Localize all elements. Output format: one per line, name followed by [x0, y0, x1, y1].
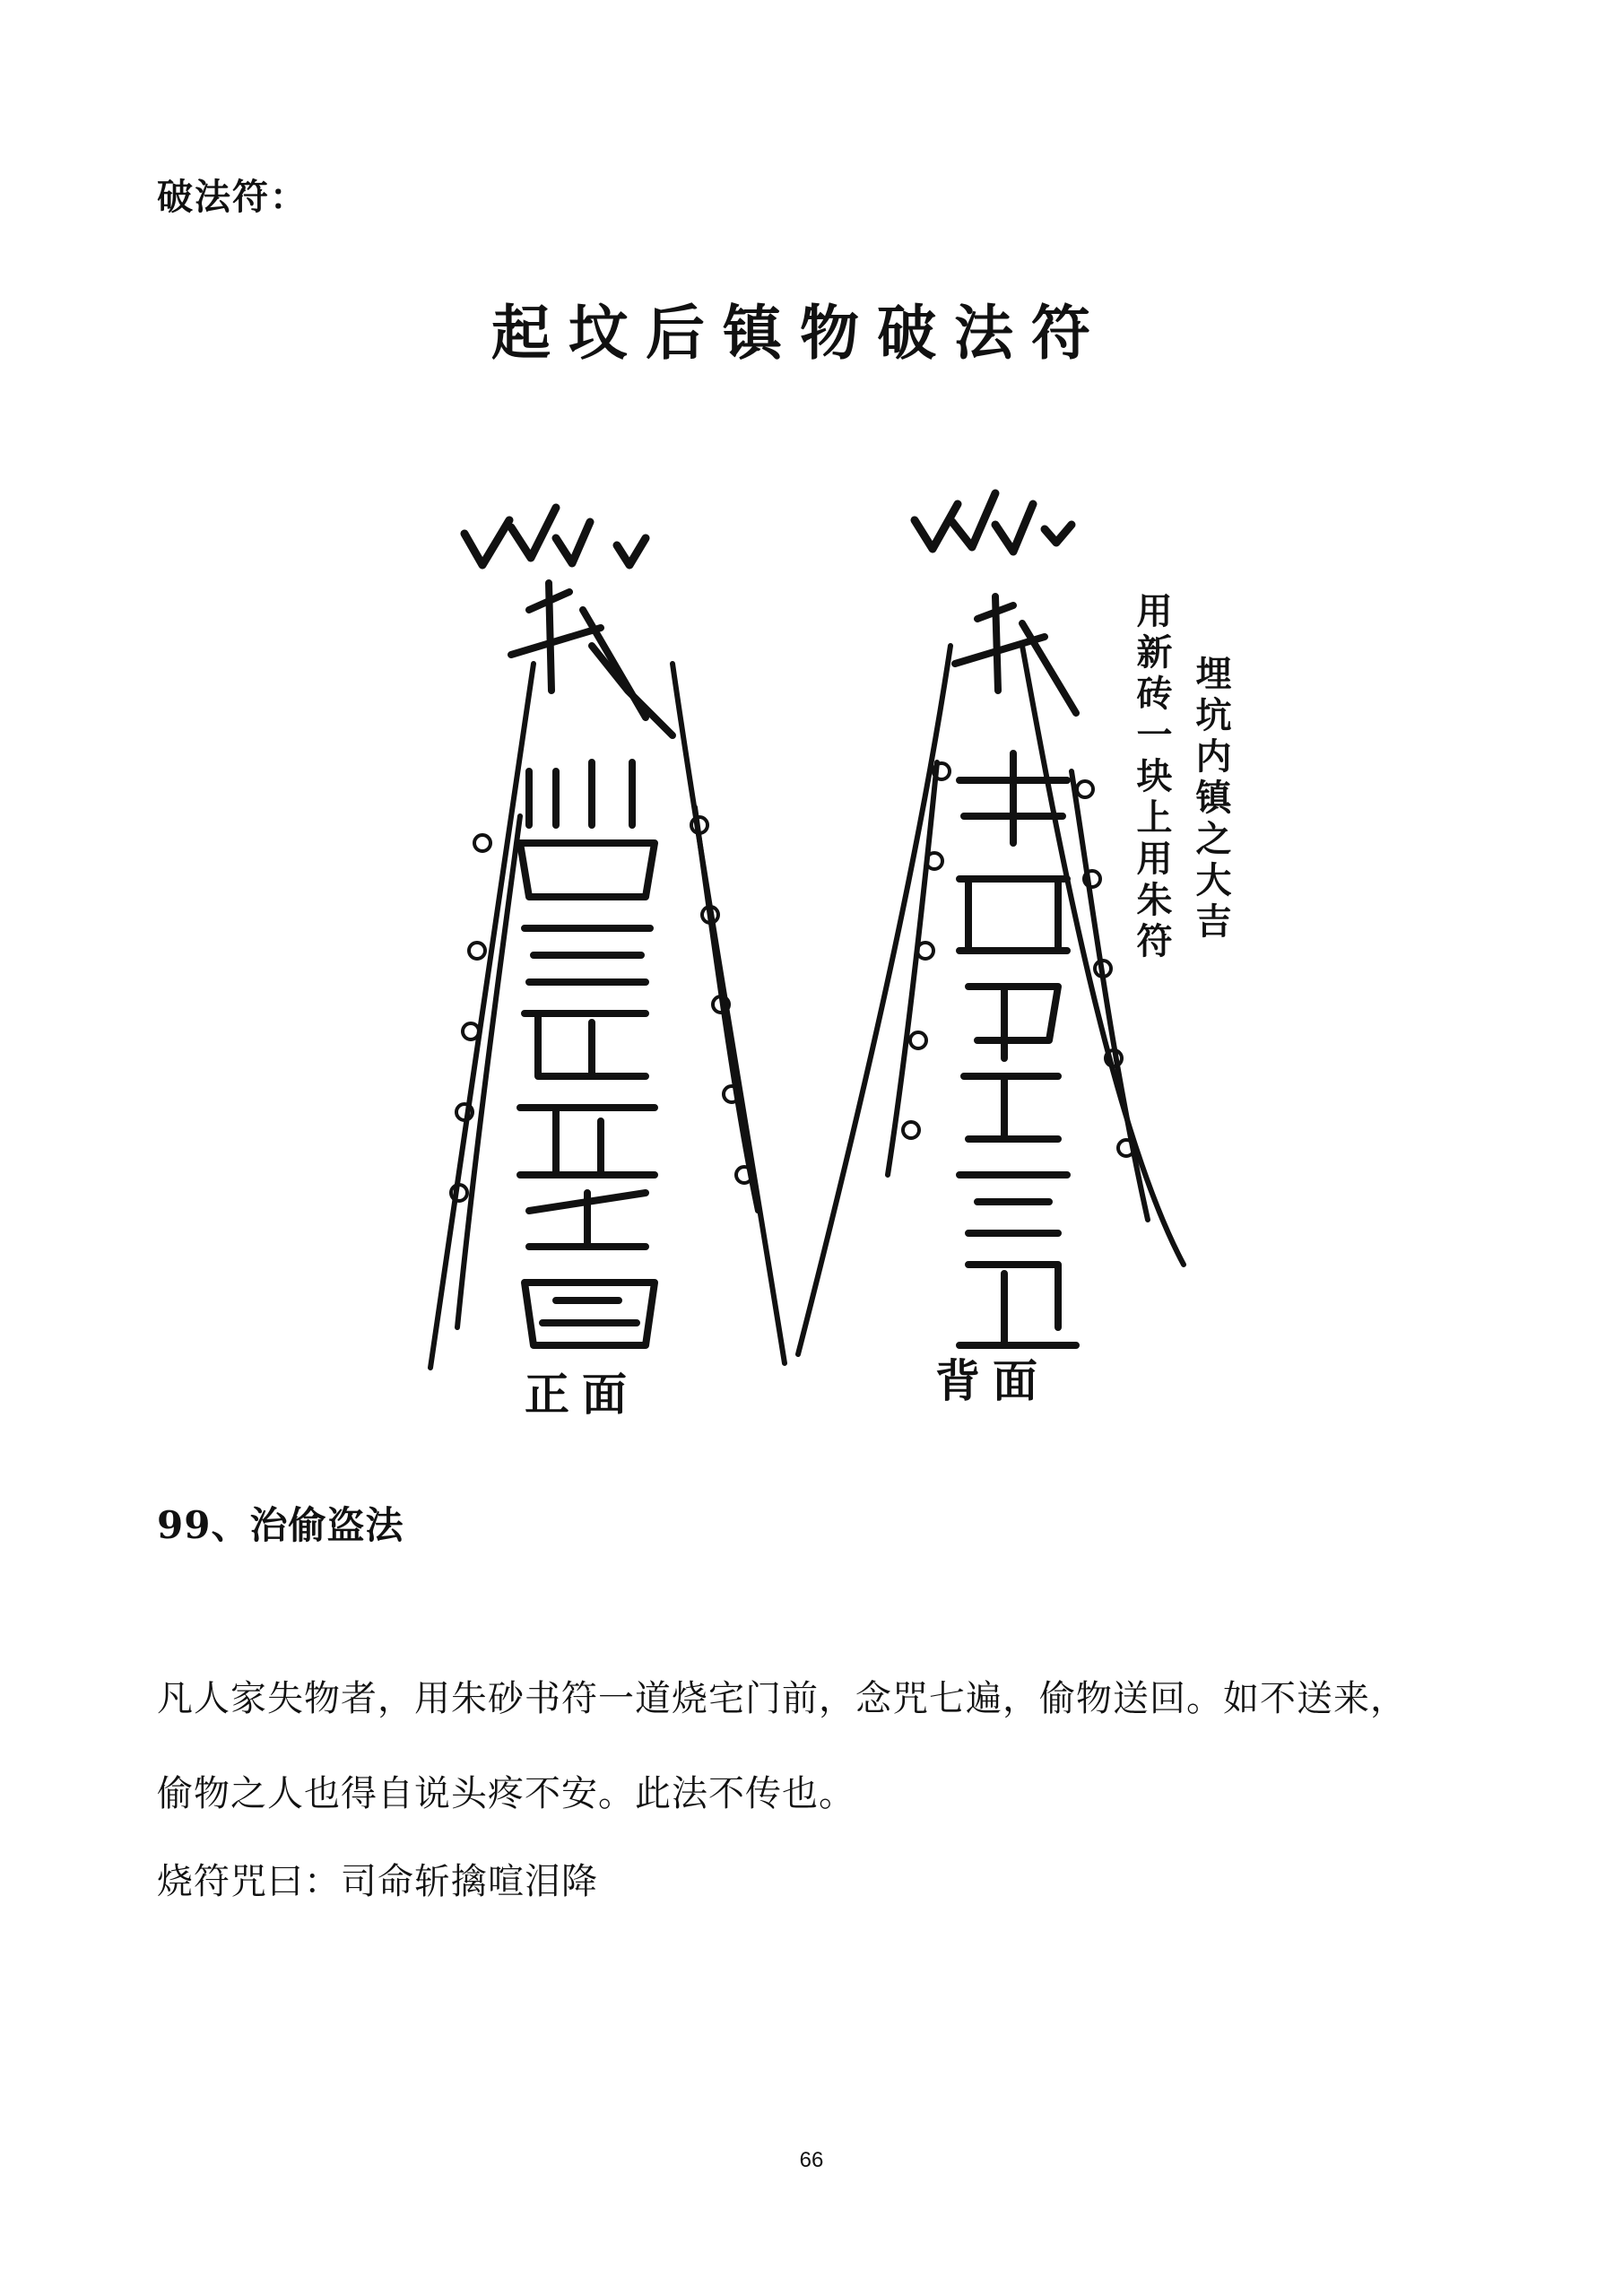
back-outline: [798, 646, 1184, 1354]
front-check-marks: [464, 508, 646, 565]
front-inner-script: [511, 583, 673, 1345]
paragraph-1: 凡人家失物者，用朱砂书符一道烧宅门前，念咒七遍，偷物送回。如不送来，: [157, 1678, 1407, 1719]
paragraph-3: 烧符咒曰：司命斩擒喧泪降: [157, 1861, 598, 1902]
section-heading: 破法符：: [157, 176, 308, 218]
figure-note-column-2: 埋坑内镇之大吉: [1190, 655, 1232, 944]
page-number: 66: [799, 2148, 824, 2172]
front-caption: 正面: [525, 1368, 639, 1421]
talisman-figure: [377, 269, 1237, 1435]
figure-note-column-1: 用新砖一块上用朱符: [1131, 592, 1173, 963]
back-caption: 背面: [935, 1354, 1050, 1407]
back-check-marks: [915, 493, 1072, 552]
back-loops: [903, 763, 1134, 1156]
section-title: 99、治偷盗法: [157, 1503, 404, 1547]
figure-title: 起坟后镇物破法符: [491, 298, 1108, 368]
paragraph-2: 偷物之人也得自说头疼不安。此法不传也。: [157, 1773, 855, 1814]
back-inner-script: [955, 596, 1076, 1345]
